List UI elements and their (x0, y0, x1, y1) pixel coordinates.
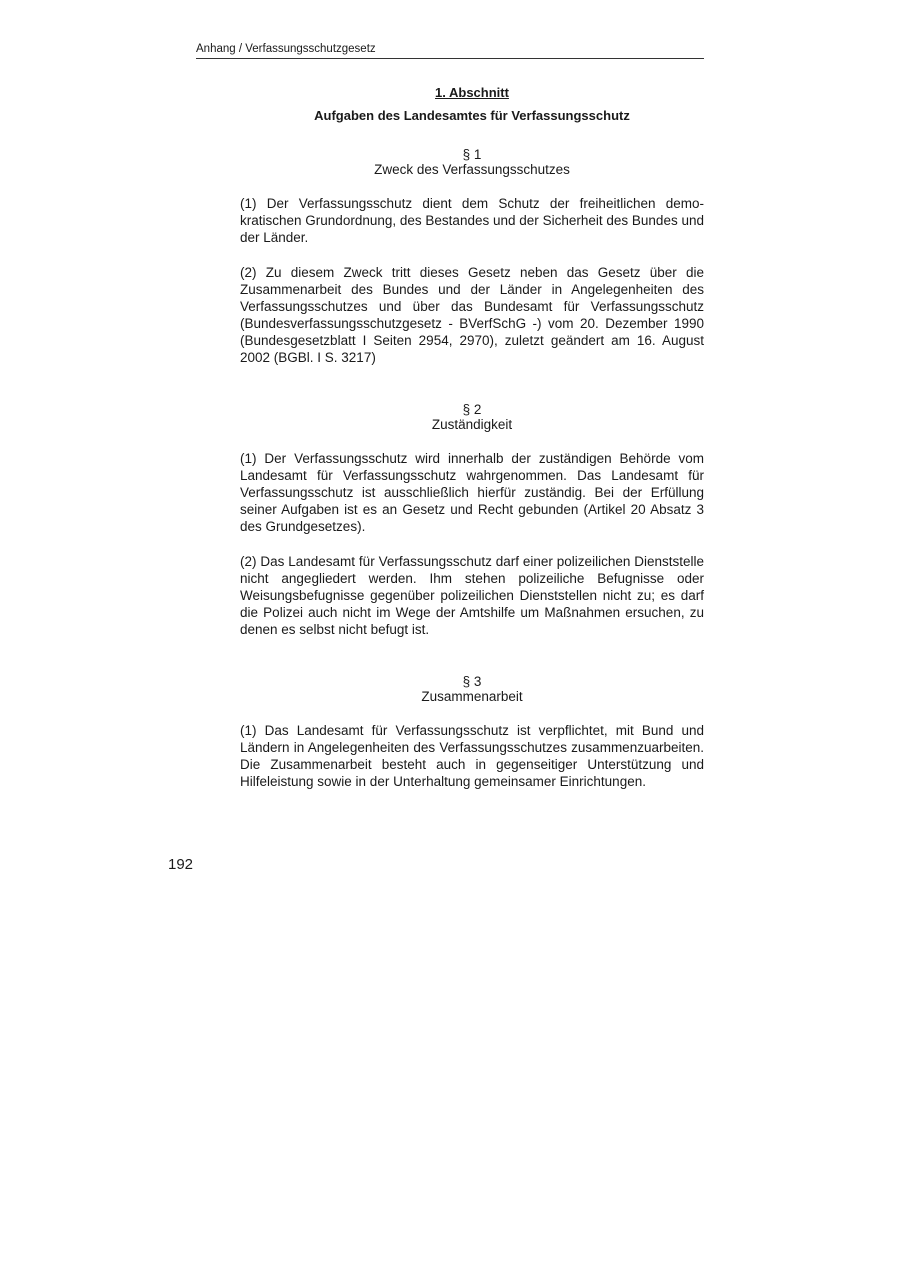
section-subtitle: Aufgaben des Landesamtes für Verfassungsschutz (314, 108, 630, 123)
paragraph-title: Zuständigkeit (431, 417, 513, 432)
document-body (240, 84, 704, 790)
paragraph-2-clause-2: (2) Das Landesamt für Verfassungsschutz darf einer polizeilichen Dienststelle nicht angegliedert werden. Ihm stehen polizeiliche Befugnisse oder Weisungsbefugnisse gegenüber polizeilichen Dienststellen nicht zu; es darf die Polizei auch nicht im Wege der Amtshilfe um Maßnahmen ersuchen, zu denen es selbst nicht befugt ist. (240, 554, 704, 637)
paragraph-3-heading (240, 674, 704, 704)
paragraph-number: § 2 (462, 402, 482, 417)
paragraph-2-heading (240, 402, 704, 432)
paragraph-1-clause-1: (1) Der Verfassungsschutz dient dem Schutz der freiheitlichen demokratischen Grundordnung, des Bestandes und der Sicherheit des Bundes und der Länder. (240, 196, 704, 245)
paragraph-1-clause-2: (2) Zu diesem Zweck tritt dieses Gesetz neben das Gesetz über die Zusammenarbeit des Bundes und der Länder in Angelegenheiten des Verfassungsschutzes und über das Bundesamt für Verfassungsschutz (Bundesverfassungsschutzgesetz - BVerfSchG -) vom 20. Dezember 1990 (Bundesgesetzblatt I Seiten 2954, 2970), zuletzt geändert am 16. August 2002 (BGBl. I S. 3217) (240, 265, 704, 365)
paragraph-title: Zweck des Verfassungsschutzes (374, 162, 570, 177)
section-title (240, 84, 704, 102)
paragraph-3-clause-1: (1) Das Landesamt für Verfassungsschutz ist verpflichtet, mit Bund und Ländern in Angelegenheiten des Verfassungsschutzes zusammenzuarbeiten. Die Zusammenarbeit besteht auch in gegenseitiger Unterstützung und Hilfeleistung sowie in der Unterhaltung gemeinsamer Einrichtungen. (240, 723, 704, 789)
running-head: Anhang / Verfassungsschutzgesetz (196, 42, 704, 59)
page-number: 192 (168, 856, 194, 873)
paragraph-number: § 3 (462, 674, 482, 689)
paragraph-1-heading (240, 147, 704, 177)
paragraph-number: § 1 (462, 147, 482, 162)
paragraph-title: Zusammenarbeit (421, 689, 523, 704)
section-title-text: 1. Abschnitt (435, 85, 509, 100)
paragraph-2-clause-1: (1) Der Verfassungsschutz wird innerhalb der zuständigen Behörde vom Landesamt für Verfassungsschutz wahrgenommen. Das Landesamt für Verfassungsschutz ist ausschließlich hierfür zuständig. Bei der Erfüllung seiner Aufgaben ist es an Gesetz und Recht gebunden (Artikel 20 Absatz 3 des Grundgesetzes). (240, 451, 704, 534)
